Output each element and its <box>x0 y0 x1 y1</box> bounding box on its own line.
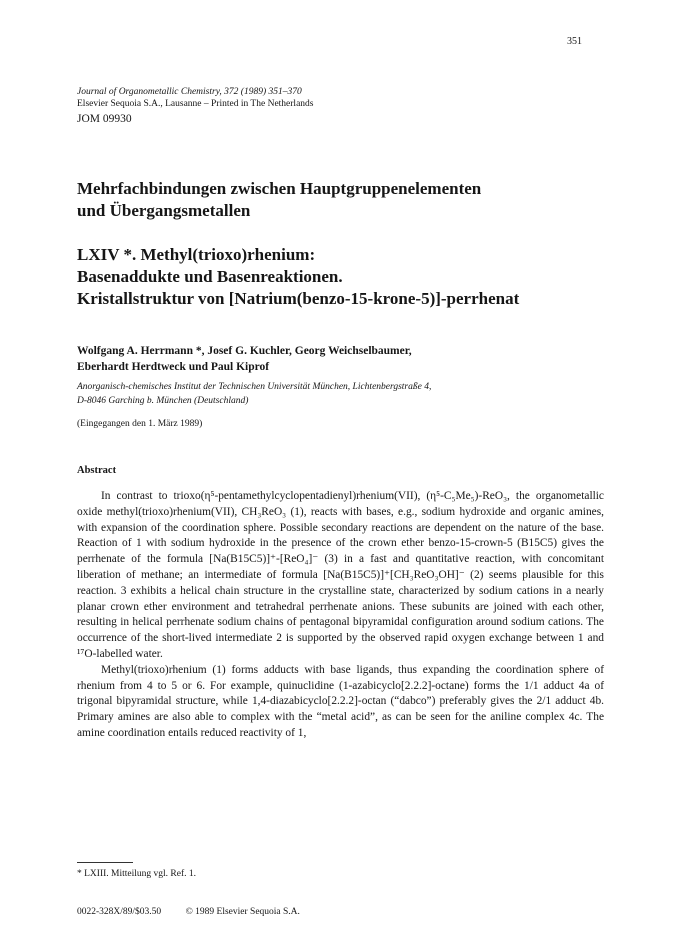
journal-code: JOM 09930 <box>77 113 132 125</box>
paper-subtitle <box>77 244 637 310</box>
received-date: (Eingegangen den 1. März 1989) <box>77 419 203 429</box>
abstract-paragraph-2: Methyl(trioxo)rhenium (1) forms adducts with base ligands, thus expanding the coordination sphere of rhenium from 4 to 5 or 6. For example, quinuclidine (1-azabicyclo[2.2.2]-octane) forms the 1/1 adduct 4a of trigonal bipyramidal structure, while 1,4-diazabicyclo[2.2.2]-octan (“dabco”) preferably gives the 2/1 adduct 4b. Primary amines are also able to complex with the “metal acid”, as can be seen for the aniline complex 4c. The amine coordination entails reduced reactivity of 1, <box>77 663 604 739</box>
footnote-divider <box>77 862 133 863</box>
journal-publisher: Elsevier Sequoia S.A., Lausanne – Printed in The Netherlands <box>77 99 314 109</box>
bottom-line <box>77 907 300 917</box>
page-number: 351 <box>567 36 582 47</box>
paper-subtitle-line-2: Basenaddukte und Basenreaktionen. <box>77 267 343 286</box>
journal-citation: Journal of Organometallic Chemistry, 372 (1989) 351–370 <box>77 87 302 97</box>
abstract-paragraph-1: In contrast to trioxo(η⁵-pentamethylcyclopentadienyl)rhenium(VII), (η⁵-C₅Me₅)-ReO₃, the organometallic oxide methyl(trioxo)rhenium(VII), CH₃ReO₃ (1), reacts with bases, e.g., sodium hydroxide and organic amines, with expansion of the coordination sphere. Possible secondary reactions are dependent on the nature of the base. Reaction of 1 with sodium hydroxide in the presence of the crown ether benzo-15-crown-5 (B15C5) gives the perrhenate of the formula [Na(B15C5)]⁺-[ReO₄]⁻ (3) in a fast and quantitative reaction, with concomitant liberation of methane; an intermediate of formula [Na(B15C5)]⁺[CH₃ReO₃OH]⁻ (2) seems plausible for this reaction. 3 exhibits a helical chain structure in the crystalline state, characterized by sodium cations in a nearly planar crown ether environment and tetrahedral perrhenate anions. These subunits are joined with each other, resulting in helical perrhenate sodium chains of pentagonal bipyramidal configuration around sodium cations. The occurrence of the short-lived intermediate 2 is supported by the observed rapid oxygen exchange between 1 and ¹⁷O-labelled water. <box>77 490 604 660</box>
paper-subtitle-line-3: Kristallstruktur von [Natrium(benzo-15-krone-5)]-perrhenat <box>77 289 520 308</box>
paper-subtitle-line-1: LXIV *. Methyl(trioxo)rhenium: <box>77 245 316 264</box>
journal-info <box>77 86 597 110</box>
author-list <box>77 343 617 375</box>
paper-title-line-1: Mehrfachbindungen zwischen Hauptgruppenelementen <box>77 179 482 198</box>
affiliation <box>77 380 617 408</box>
footnote: * LXIII. Mitteilung vgl. Ref. 1. <box>77 869 196 879</box>
abstract-body <box>77 489 604 742</box>
abstract-heading: Abstract <box>77 465 117 476</box>
author-line-1: Wolfgang A. Herrmann *, Josef G. Kuchler, Georg Weichselbaumer, <box>77 345 412 357</box>
paper-title-line-2: und Übergangsmetallen <box>77 201 251 220</box>
price-code: 0022-328X/89/$03.50 <box>77 907 162 917</box>
paper-title <box>77 178 617 222</box>
copyright-notice: © 1989 Elsevier Sequoia S.A. <box>185 907 300 917</box>
affiliation-line-2: D-8046 Garching b. München (Deutschland) <box>77 396 249 406</box>
author-line-2: Eberhardt Herdtweck und Paul Kiprof <box>77 361 270 373</box>
affiliation-line-1: Anorganisch-chemisches Institut der Technischen Universität München, Lichtenbergstraße 4, <box>77 382 432 392</box>
